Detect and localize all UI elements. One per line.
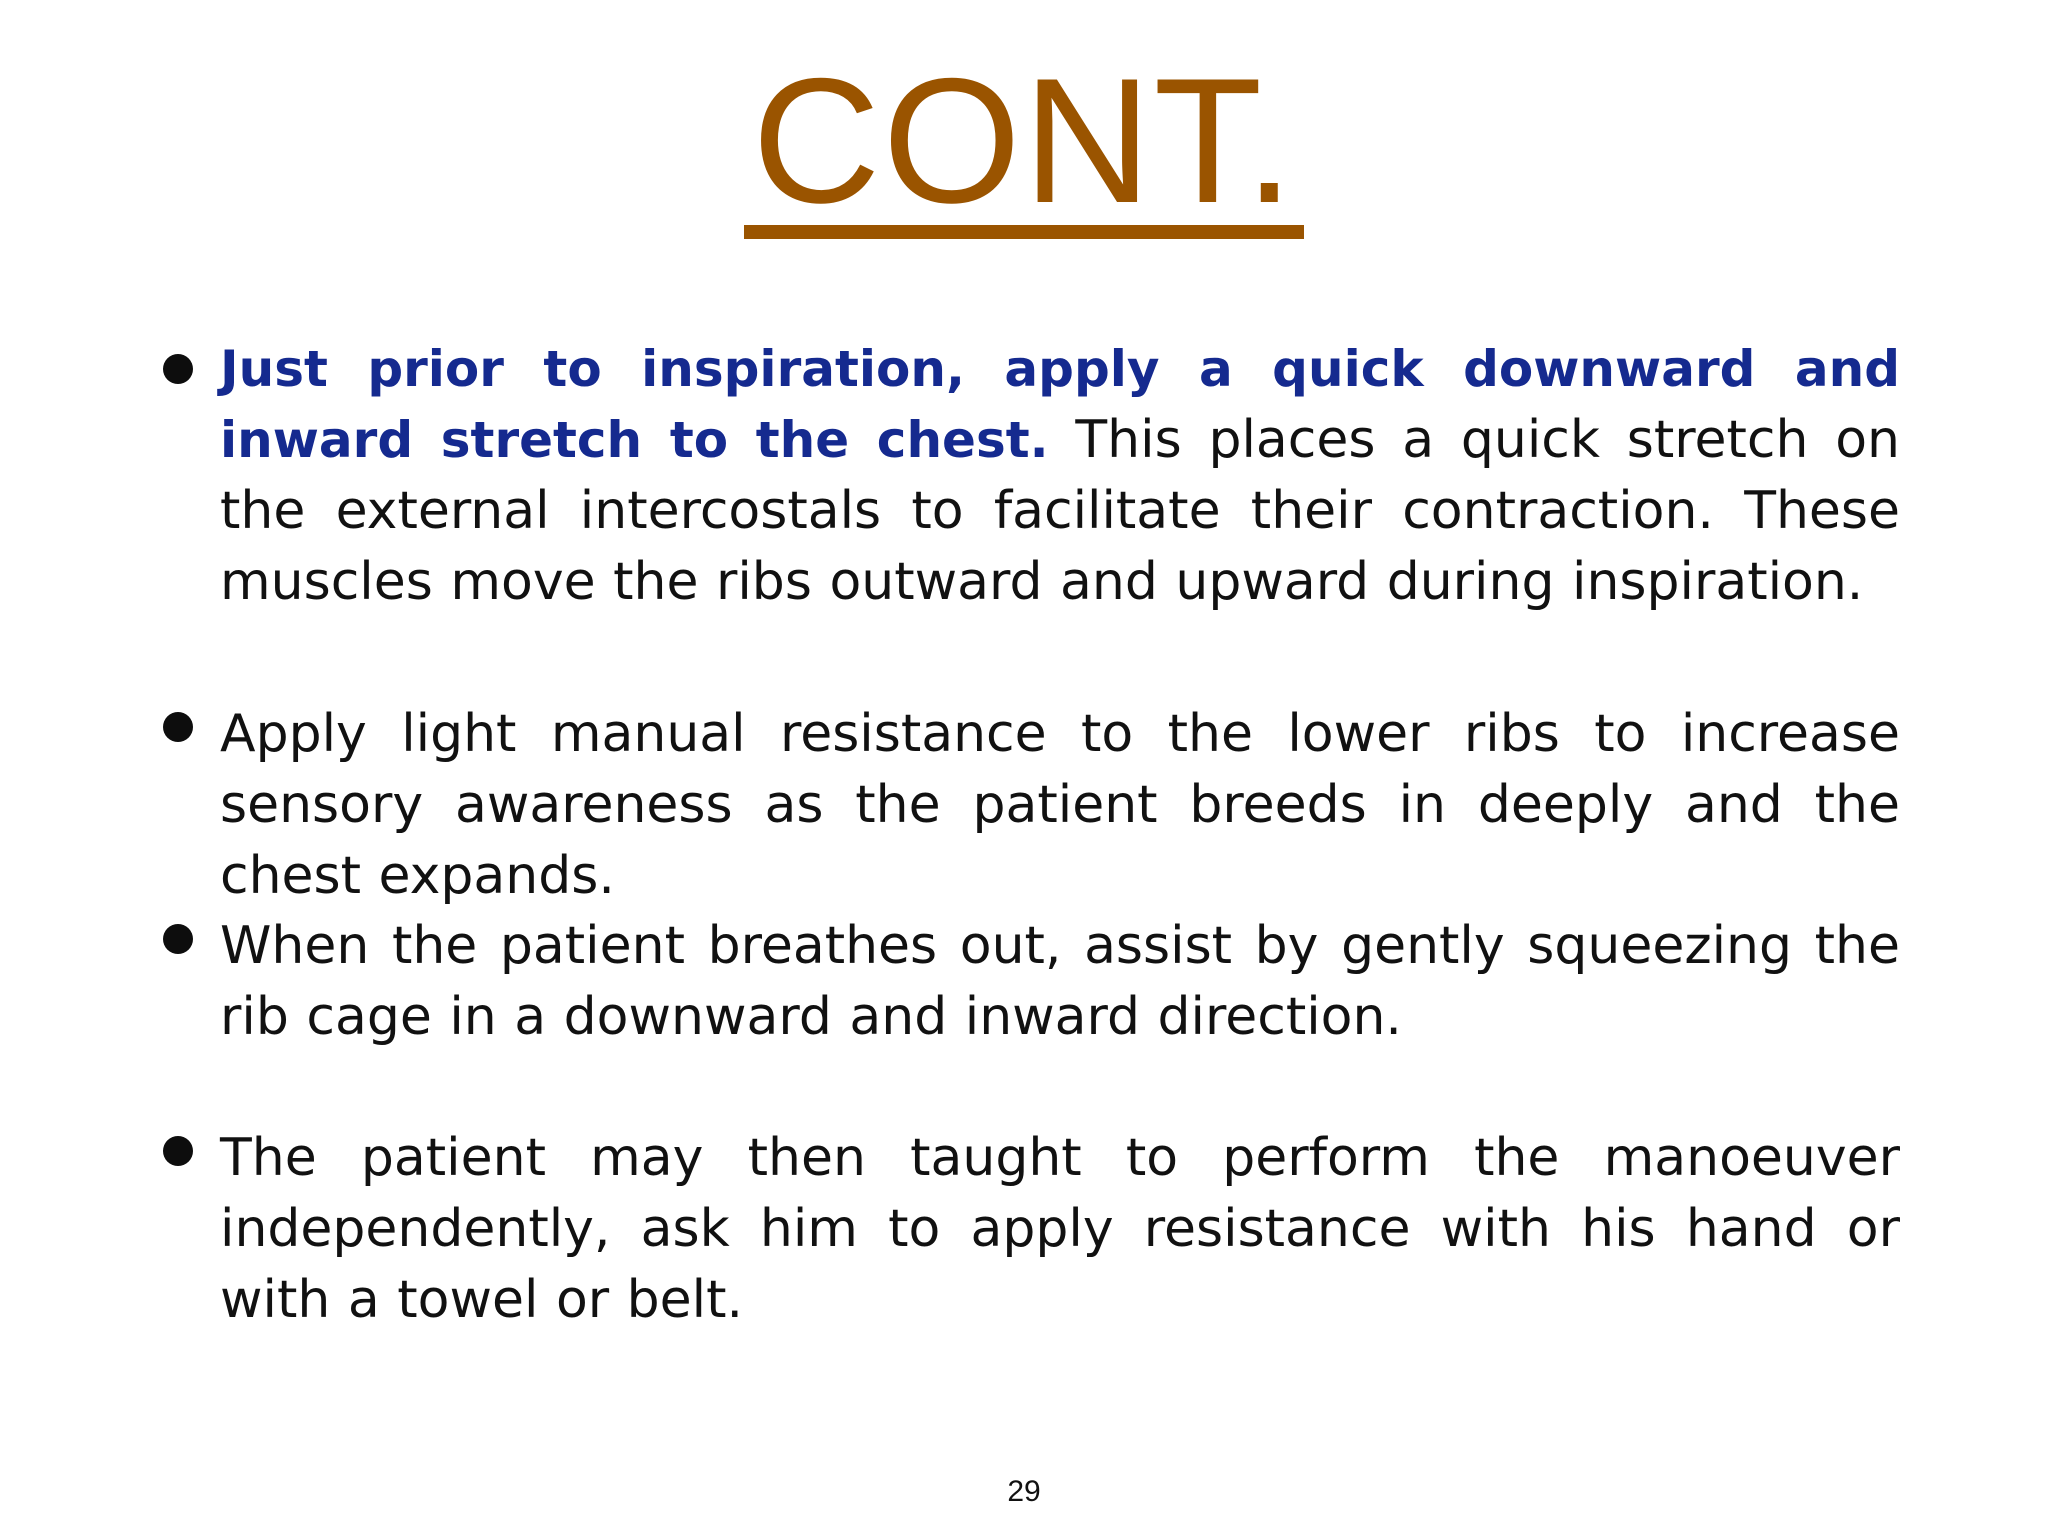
bullet-dot-icon: [163, 1136, 193, 1166]
bullet-text-4: The patient may then taught to perform the manoeuver independently, ask him to apply resistance with his hand or with a towel or belt.: [220, 1128, 1900, 1330]
bullet-text-2: Apply light manual resistance to the lower ribs to increase sensory awareness as the patient breeds in deeply and the chest expands.: [220, 704, 1900, 906]
bullet-dot-icon: [163, 354, 193, 384]
bullet-dot-icon: [163, 712, 193, 742]
bullet-emphasis-text: Just prior to inspiration, apply a quick downward and inward stretch to the chest.: [220, 340, 1900, 469]
bullet-dot-icon: [163, 924, 193, 954]
page-number: 29: [1007, 1475, 1041, 1508]
bullet-text-3: When the patient breathes out, assist by gently squeezing the rib cage in a downward and inward direction.: [220, 916, 1900, 1047]
bullet-body-text: This places a quick stretch on the external intercostals to facilitate their contraction. These muscles move the ribs outward and upward during inspiration.: [220, 410, 1901, 612]
slide-title-text: CONT.: [744, 59, 1304, 239]
bullet-text-1: [220, 334, 1900, 618]
